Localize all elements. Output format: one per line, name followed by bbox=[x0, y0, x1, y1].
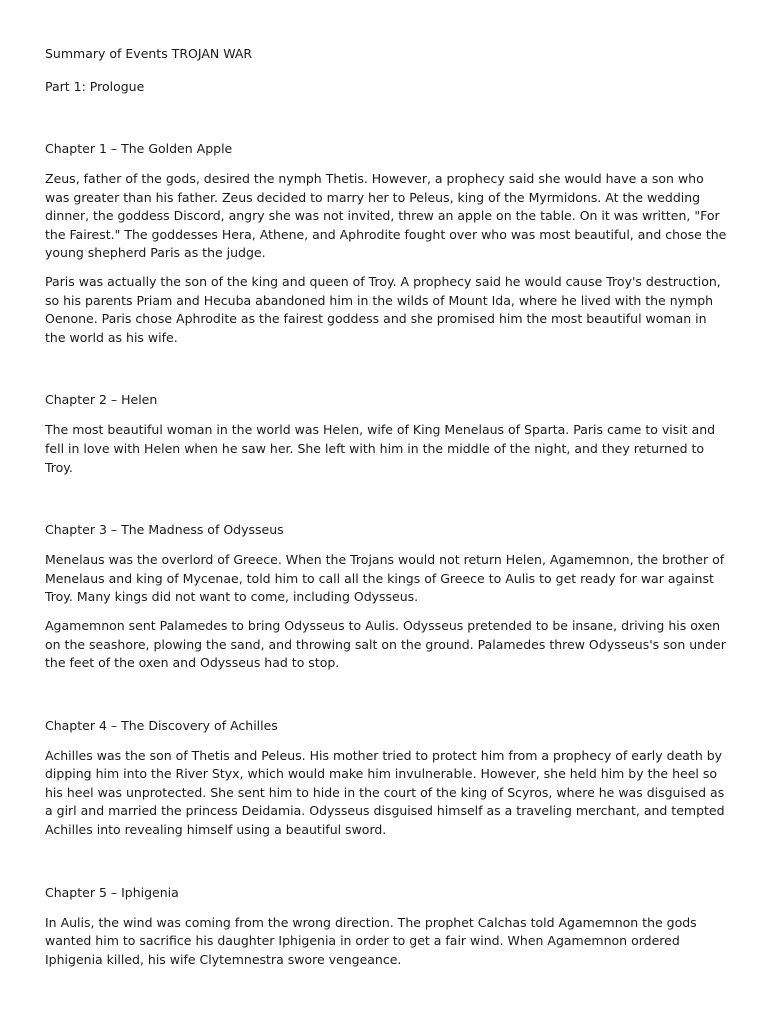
document-title: Summary of Events TROJAN WAR bbox=[45, 46, 253, 61]
chapter-paragraph: Paris was actually the son of the king and queen of Troy. A prophecy said he would cause Troy's destruction, so his parents Priam and Hecuba abandoned him in the wilds of Mount Ida, where he lived with the nymph Oenone. Paris chose Aphrodite as the fairest goddess and she promised him the most beautiful woman in the world as his wife. bbox=[45, 273, 721, 345]
chapter-heading: Chapter 3 – The Madness of Odysseus bbox=[45, 522, 284, 538]
chapter-paragraph: In Aulis, the wind was coming from the wrong direction. The prophet Calchas told Agamemnon the gods wanted him to sacrifice his daughter Iphigenia in order to get a fair wind. When Agamemnon ordered Iphigenia killed, his wife Clytemnestra swore vengeance. bbox=[45, 914, 697, 967]
chapter-3 bbox=[45, 520, 730, 673]
part-title: Part 1: Prologue bbox=[45, 79, 145, 94]
chapter-paragraph: Menelaus was the overlord of Greece. When the Trojans would not return Helen, Agamemnon, the brother of Menelaus and king of Mycenae, told him to call all the kings of Greece to Aulis to get ready for war against Troy. Many kings did not want to come, including Odysseus. bbox=[45, 552, 725, 605]
chapter-heading: Chapter 2 – Helen bbox=[45, 392, 158, 408]
chapter-paragraph: Zeus, father of the gods, desired the nymph Thetis. However, a prophecy said she would have a son who was greater than his father. Zeus decided to marry her to Peleus, king of the Myrmidons. At the wedding dinner, the goddess Discord, angry she was not invited, threw an apple on the table. On it was written, "For the Fairest." The goddesses Hera, Athene, and Aphrodite fought over who was most beautiful, and chose the young shepherd Paris as the judge. bbox=[45, 171, 727, 261]
chapter-2 bbox=[45, 390, 730, 477]
chapter-heading: Chapter 5 – Iphigenia bbox=[45, 884, 179, 900]
chapter-paragraph: Agamemnon sent Palamedes to bring Odysseus to Aulis. Odysseus pretended to be insane, driving his oxen on the seashore, plowing the sand, and throwing salt on the ground. Palamedes threw Odysseus's son under the feet of the oxen and Odysseus had to stop. bbox=[45, 617, 726, 671]
chapter-1 bbox=[45, 139, 730, 347]
chapter-paragraph: Achilles was the son of Thetis and Peleus. His mother tried to protect him from a prophecy of early death by dipping him into the River Styx, which would make him invulnerable. However, she held him by the heel so his heel was unprotected. She sent him to hide in the court of the king of Scyros, where he was disguised as a girl and married the princess Deidamia. Odysseus disguised himself as a traveling merchant, and tempted Achilles into revealing himself using a beautiful sword. bbox=[45, 747, 725, 838]
chapter-paragraph: The most beautiful woman in the world was Helen, wife of King Menelaus of Sparta. Paris came to visit and fell in love with Helen when he saw her. She left with him in the middle of the night, and they returned to Troy. bbox=[45, 422, 716, 475]
chapter-5 bbox=[45, 883, 730, 970]
chapter-heading: Chapter 4 – The Discovery of Achilles bbox=[45, 717, 278, 733]
document-page bbox=[45, 44, 730, 969]
chapter-4 bbox=[45, 716, 730, 840]
chapter-heading: Chapter 1 – The Golden Apple bbox=[45, 141, 233, 156]
